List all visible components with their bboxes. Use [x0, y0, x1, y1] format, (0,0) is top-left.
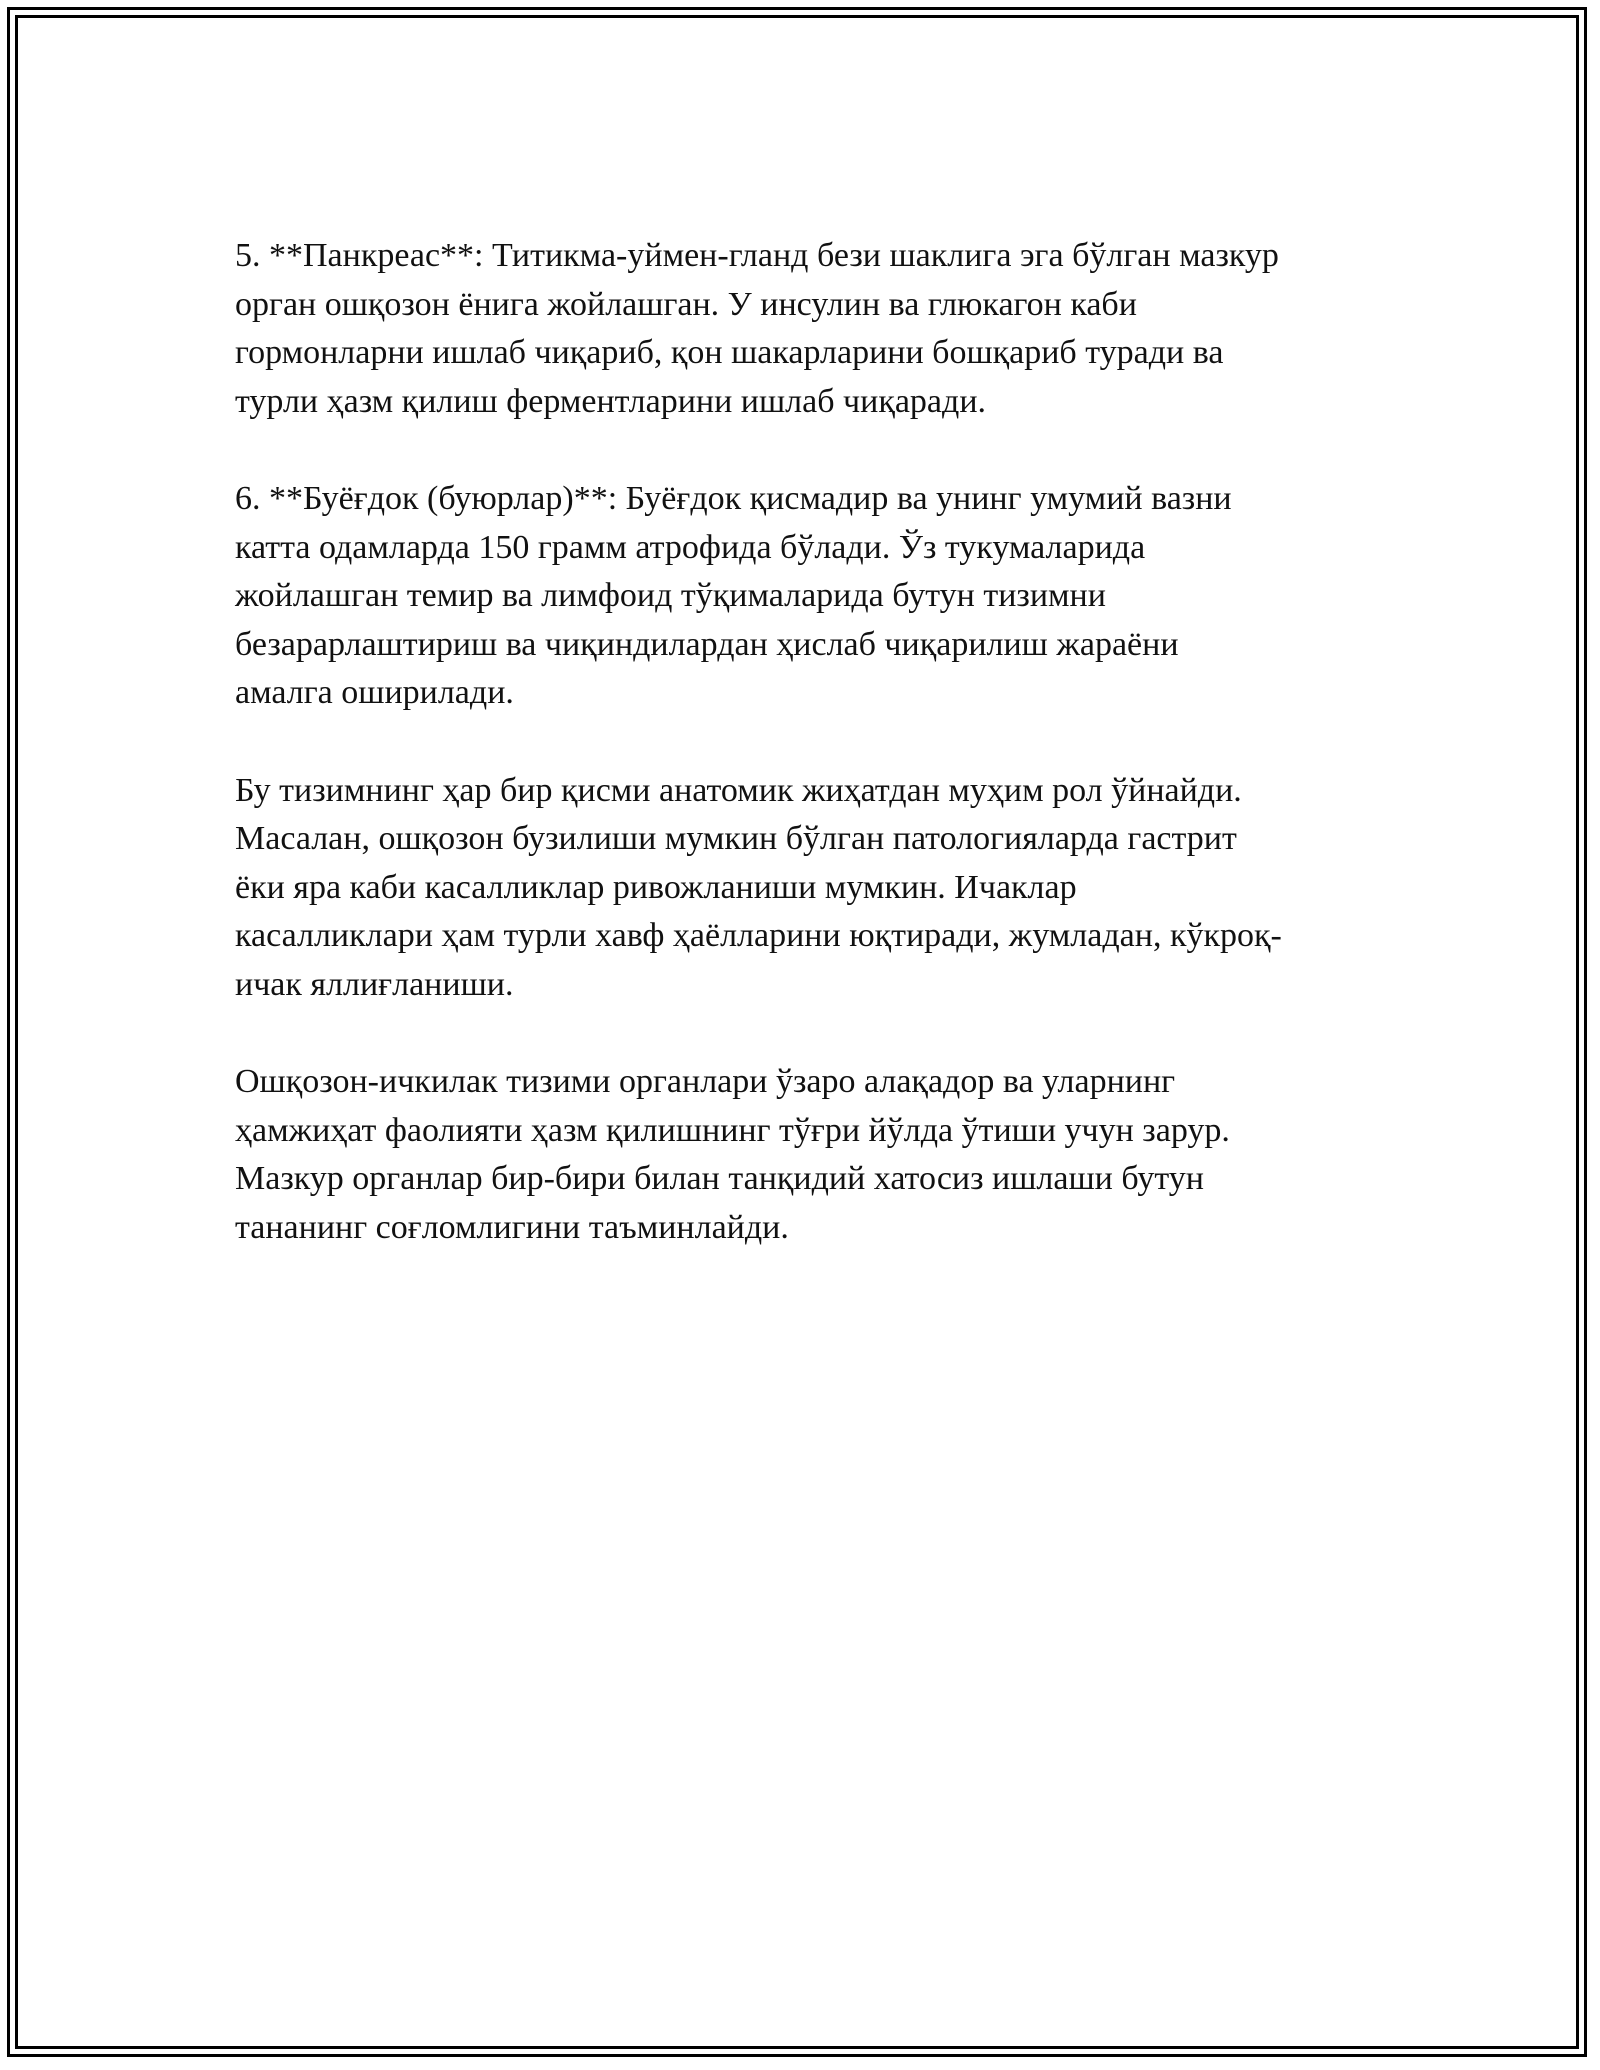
text-line: Бу тизимнинг ҳар бир қисми анатомик жиҳатдан муҳим рол ўйнайди.: [235, 771, 1242, 809]
text-line: безарарлаштириш ва чиқиндилардан ҳислаб чиқарилиш жараёни: [235, 625, 1179, 663]
paragraph-pathology: [235, 767, 1375, 1010]
text-line: тананинг соғломлигини таъминлайди.: [235, 1208, 789, 1246]
text-line: турли ҳазм қилиш ферментларини ишлаб чиқаради.: [235, 382, 987, 420]
text-line: касалликлари ҳам турли хавф ҳаёлларини юқтиради, жумладан, кўкроқ-: [235, 917, 1282, 954]
text-line: ичак яллиғланиши.: [235, 965, 514, 1003]
text-line: ҳамжиҳат фаолияти ҳазм қилишнинг тўғри йўлда ўтиши учун зарур.: [235, 1111, 1230, 1149]
paragraph-kidneys: [235, 475, 1375, 718]
text-line: амалга оширилади.: [235, 674, 514, 711]
document-body: [235, 232, 1375, 1301]
text-line: катта одамларда 150 грамм атрофида бўлади. Ўз тукумаларида: [235, 528, 1146, 566]
text-line: жойлашган темир ва лимфоид тўқималарида бутун тизимни: [235, 577, 1106, 614]
text-line: Ошқозон-ичкилак тизими органлари ўзаро алақадор ва уларнинг: [235, 1063, 1176, 1100]
paragraph-conclusion: [235, 1058, 1375, 1252]
text-line: орган ошқозон ёнига жойлашган. У инсулин ва глюкагон каби: [235, 285, 1137, 323]
text-line: Мазкур органлар бир-бири билан танқидий хатосиз ишлаши бутун: [235, 1160, 1204, 1197]
text-line: гормонларни ишлаб чиқариб, қон шакарларини бошқариб туради ва: [235, 334, 1224, 371]
text-line: ёки яра каби касалликлар ривожланиши мумкин. Ичаклар: [235, 868, 1077, 906]
text-line: 6. **Буёғдок (буюрлар)**: Буёғдок қисмадир ва унинг умумий вазни: [235, 480, 1232, 517]
text-line: 5. **Панкреас**: Титикма-уймен-гланд бези шаклига эга бўлган мазкур: [235, 237, 1279, 274]
text-line: Масалан, ошқозон бузилиши мумкин бўлган патологияларда гастрит: [235, 820, 1237, 857]
paragraph-pancreas: [235, 232, 1375, 426]
